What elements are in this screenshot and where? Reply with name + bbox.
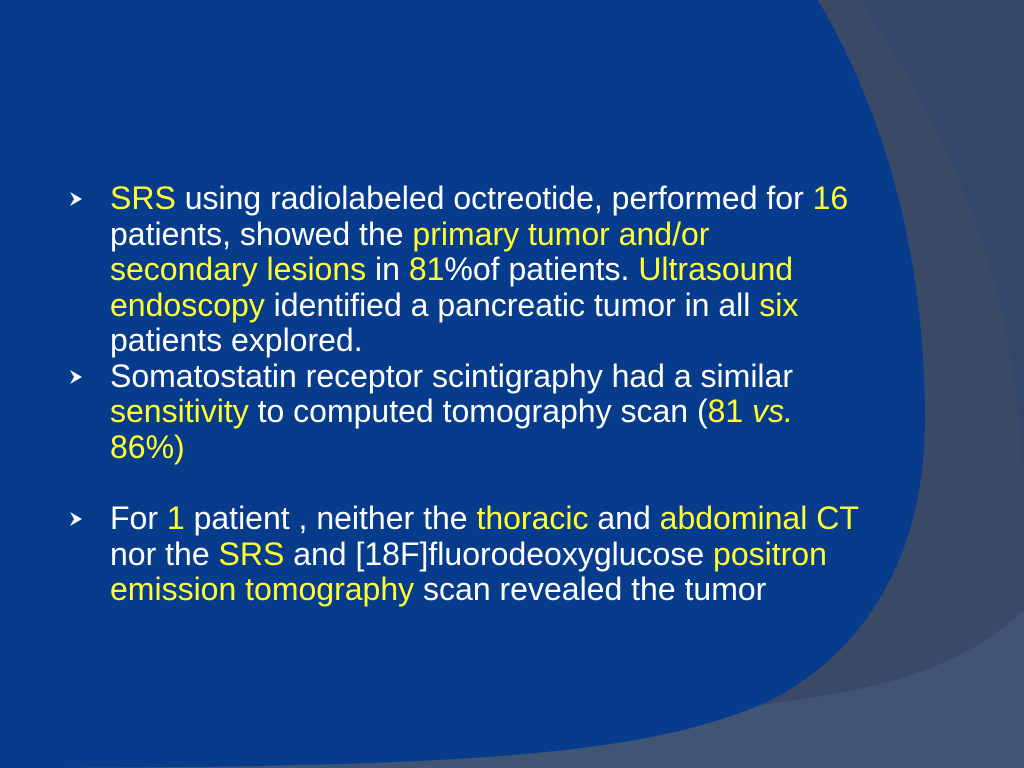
- body-text: scan revealed the tumor: [414, 571, 767, 607]
- body-text: patients, showed the: [110, 215, 413, 252]
- body-text: Somatostatin receptor scintigraphy had a similar: [110, 357, 793, 394]
- bullet-item: [64, 181, 864, 359]
- body-text: in: [366, 251, 409, 287]
- bullet-text: [110, 358, 793, 465]
- highlighted-text: vs.: [752, 393, 793, 429]
- highlighted-text: 1: [166, 500, 185, 536]
- arrowhead-bullet-icon: [68, 191, 84, 207]
- body-text: For: [110, 500, 167, 536]
- highlighted-text: 16: [812, 180, 849, 216]
- highlighted-text: six: [759, 286, 799, 323]
- body-text: to computed tomography scan (: [248, 393, 708, 429]
- body-text: patients explored.: [110, 322, 363, 358]
- highlighted-text: sensitivity: [110, 393, 249, 429]
- bullet-item: [64, 501, 864, 608]
- highlighted-text: 81: [408, 251, 445, 287]
- bullet-text: [110, 500, 858, 607]
- body-text: and [18F]fluorodeoxyglucose: [284, 535, 714, 572]
- slide-body: [64, 181, 864, 608]
- body-text: identified a pancreatic tumor in all: [264, 286, 760, 323]
- highlighted-text: SRS: [110, 180, 176, 216]
- body-text: patient , neither the: [184, 500, 477, 536]
- highlighted-text: abdominal CT: [659, 500, 859, 536]
- body-text: %of patients.: [444, 251, 639, 287]
- highlighted-text: 86%): [110, 428, 185, 465]
- highlighted-text: 81: [707, 393, 753, 429]
- highlighted-text: SRS: [218, 535, 285, 572]
- highlighted-text: Ultrasound endoscopy: [110, 251, 794, 323]
- body-text: using radiolabeled octreotide, performed for: [175, 180, 813, 216]
- bullet-item: [64, 359, 864, 466]
- highlighted-text: primary tumor and/or secondary lesions: [110, 215, 710, 287]
- body-text: and: [588, 500, 660, 536]
- body-text: nor the: [110, 535, 219, 572]
- highlighted-text: positron emission tomography: [110, 535, 827, 607]
- arrowhead-bullet-icon: [68, 511, 84, 527]
- highlighted-text: thoracic: [476, 500, 589, 536]
- arrowhead-bullet-icon: [68, 369, 84, 385]
- bullet-text: [110, 180, 848, 358]
